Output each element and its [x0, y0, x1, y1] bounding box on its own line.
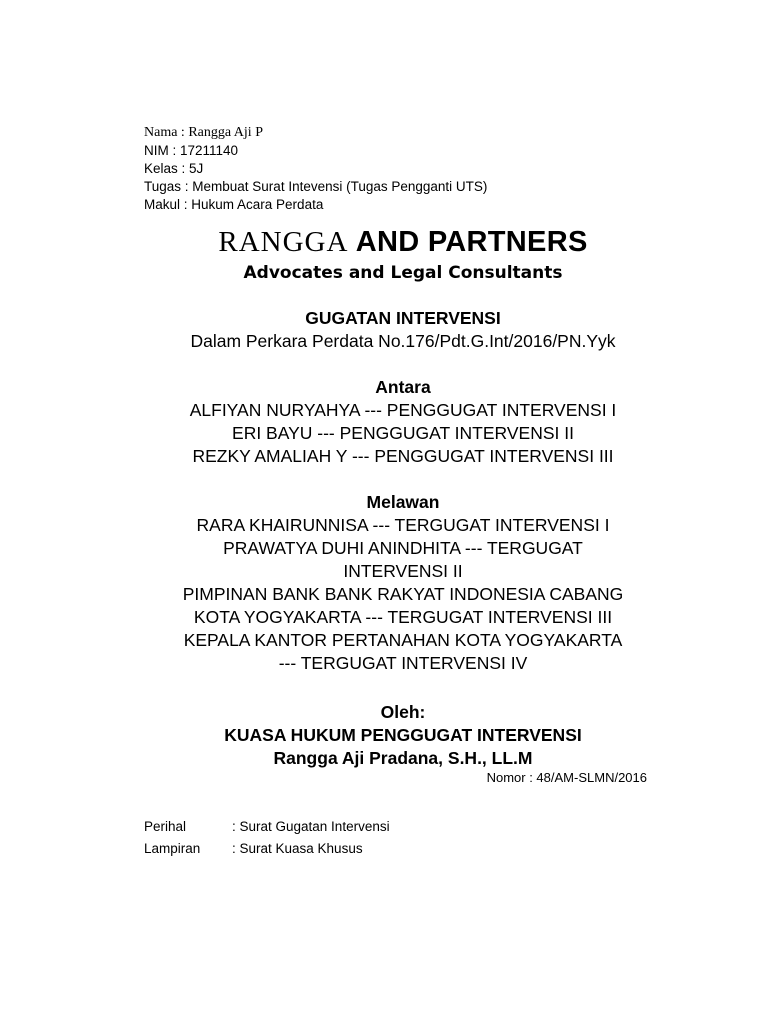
firm-name-part2: AND PARTNERS — [355, 226, 588, 258]
info-kelas: Kelas : 5J — [144, 161, 204, 176]
info-tugas: Tugas : Membuat Surat Intevensi (Tugas Pengganti UTS) — [144, 179, 488, 194]
meta-value: : Surat Gugatan Intervensi — [232, 819, 390, 834]
defendant-line: INTERVENSI II — [343, 561, 463, 581]
case-number: Dalam Perkara Perdata No.176/Pdt.G.Int/2016/PN.Yyk — [190, 331, 616, 351]
defendants-block — [120, 491, 686, 675]
defendant-line: PIMPINAN BANK BANK RAKYAT INDONESIA CABANG — [182, 584, 624, 604]
info-nama: Nama : Rangga Aji P — [144, 125, 263, 140]
oleh-label: Oleh: — [380, 702, 426, 722]
attorney-role: KUASA HUKUM PENGGUGAT INTERVENSI — [224, 725, 582, 745]
title-block — [120, 307, 686, 353]
attorney-name: Rangga Aji Pradana, S.H., LL.M — [273, 748, 533, 768]
student-info — [144, 124, 487, 214]
attorney-block — [120, 701, 686, 770]
meta-label: Perihal — [144, 819, 187, 834]
document-title: GUGATAN INTERVENSI — [305, 308, 501, 328]
defendant-line: KEPALA KANTOR PERTANAHAN KOTA YOGYAKARTA — [183, 630, 623, 650]
meta-label: Lampiran — [144, 841, 201, 856]
plaintiff-line: REZKY AMALIAH Y --- PENGGUGAT INTERVENSI III — [192, 446, 614, 466]
plaintiff-line: ERI BAYU --- PENGGUGAT INTERVENSI II — [232, 423, 574, 443]
letter-number: Nomor : 48/AM-SLMN/2016 — [486, 770, 647, 785]
plaintiff-line: ALFIYAN NURYAHYA --- PENGGUGAT INTERVENSI I — [189, 400, 617, 420]
meta-value: : Surat Kuasa Khusus — [232, 841, 363, 856]
firm-header — [0, 226, 768, 283]
defendant-line: PRAWATYA DUHI ANINDHITA --- TERGUGAT — [223, 538, 583, 558]
meta-row-perihal — [144, 816, 390, 838]
defendant-line: RARA KHAIRUNNISA --- TERGUGAT INTERVENSI I — [196, 515, 610, 535]
firm-name-part1: RANGGA — [218, 226, 349, 258]
antara-label: Antara — [375, 377, 431, 397]
info-makul: Makul : Hukum Acara Perdata — [144, 197, 324, 212]
defendant-line: KOTA YOGYAKARTA --- TERGUGAT INTERVENSI III — [193, 607, 613, 627]
firm-tagline: Advocates and Legal Consultants — [243, 263, 563, 283]
melawan-label: Melawan — [366, 492, 440, 512]
meta-row-lampiran — [144, 838, 390, 860]
info-nim: NIM : 17211140 — [144, 143, 239, 158]
defendant-line: --- TERGUGAT INTERVENSI IV — [278, 653, 528, 673]
plaintiffs-block — [120, 376, 686, 468]
firm-name — [0, 226, 768, 259]
letter-meta — [144, 816, 390, 860]
